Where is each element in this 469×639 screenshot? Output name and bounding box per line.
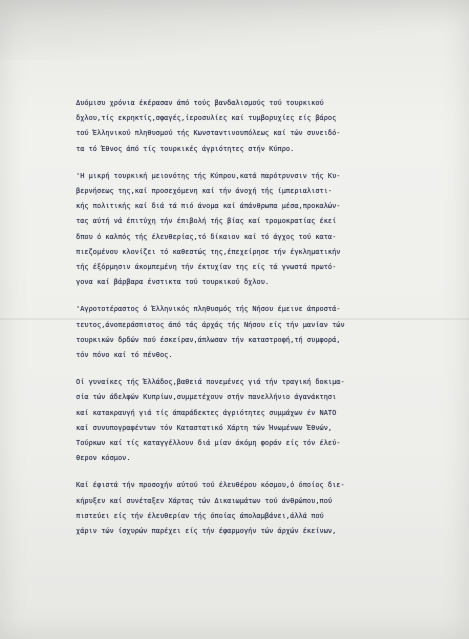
text-line: πιεζομένου κλονίζει τό καθεστώς της,έπεχείρησε τήν έγκληματικήν — [76, 247, 341, 256]
text-line: κής πολιτικής καί διά τά πιό άνομα καί άπάνθρωπα μέσα,προκαλών- — [76, 202, 341, 211]
paragraph-4 — [76, 375, 454, 466]
text-line: 'Η μικρή τουρκική μειονότης τής Κύπρου,κατά παρότρυνσιν τής Κυ- — [76, 171, 341, 180]
text-line: καί κατακραυγή γιά τίς άπαράδεκτες άγριότητες συμμάχων έν ΝΑΤΟ — [76, 408, 337, 417]
paragraph-2 — [76, 169, 454, 291]
paper-fold-shadow — [0, 0, 469, 60]
text-line: τουρκικών δρδών πού έσκείραν,άπλωσαν τήν καταστροφή,τή συμφορά, — [76, 335, 341, 344]
paragraph-5 — [76, 478, 454, 539]
text-line: τόν πόνο καί τό πένθος. — [76, 351, 173, 360]
paragraph-1 — [76, 96, 454, 157]
text-line: δχλου,τίς εκρηκτίς,σφαγές,ίεροσυλίες καί τυμβορυχίες είς βάρος — [76, 114, 337, 123]
text-line: 'Αγροτοτέραστος ό Έλληνικός πληθυσμός τής Νήσου έμεινε άπροστά- — [76, 305, 341, 314]
text-line: Καί έφιστά τήν προσοχήν αύτού τού έλευθέρου κόσμου,ό όποίος διε- — [76, 481, 345, 490]
text-line: δπου ό καλπός τής έλευθερίας,τό δίκαιον καί τό άγχος τού κατα- — [76, 232, 337, 241]
text-line: τευτος,άνοπεράσπιστος άπό τάς άρχάς τής Νήσου είς τήν μανίαν τών — [76, 320, 345, 329]
text-line: Τούρκων καί τίς καταγγέλλουν διά μίαν άκόμη φοράν είς τόν έλεύ- — [76, 439, 341, 448]
text-line: βερνήσεως της,καί προσεχόμενη καί τήν άνοχή τής ίμπεριαλιστι- — [76, 187, 333, 196]
text-line: τής έξόρμησιν άκομπεμένη τήν έκτυχίαν της είς τά γνωστά πρωτό- — [76, 263, 337, 272]
text-line: γονα καί βάρβαρα ένστικτα τού τουρκικού δχλου. — [76, 278, 270, 287]
text-line: πιστεύει είς τήν έλευθερίαν τής όποίας άπολαμβάνει,άλλά πού — [76, 511, 324, 520]
text-line: σία τών άδελφών Κυπρίων,συμμετέχουν στήν πανελλήνιο άγανάκτησι — [76, 393, 337, 402]
text-line: καί συνυπογραφέντων τόν Καταστατικό Χάρτη τών Ήνωμένων Έθνών, — [76, 423, 333, 432]
text-line: Οί γυναίκες τής Έλλάδος,βαθειά πονεμένες γιά τήν τραγική δοκιμα- — [76, 378, 345, 387]
text-line: θερον κόσμον. — [76, 454, 131, 463]
typewritten-text — [76, 96, 454, 551]
text-line: Δυόμισυ χρόνια έκέρασαν άπό τούς βανδαλισμούς τού τουρκικού — [76, 99, 324, 107]
text-line: τας αύτή νά έπιτύχη τήν έπιβολή τής βίας καί τρομοκρατίας έκεί — [76, 217, 337, 226]
text-line: χάριν τών ίσχυρών παρέχει είς τήν έφαρμογήν τών άρχών έκείνων, — [76, 527, 337, 536]
text-line: κήρυξεν καί συνέταξεν Χάρτας τών Δικαιωμάτων τού άνθρώπου,πού — [76, 496, 333, 505]
text-line: τού Έλληνικού πληθυσμού τής Κωνσταντινουπόλεως καί τών συνειδό- — [76, 129, 341, 138]
paragraph-3 — [76, 302, 454, 363]
text-line: τα τό Έθνος άπό τίς τουρκικές άγριότητες στήν Κύπρο. — [76, 144, 295, 153]
